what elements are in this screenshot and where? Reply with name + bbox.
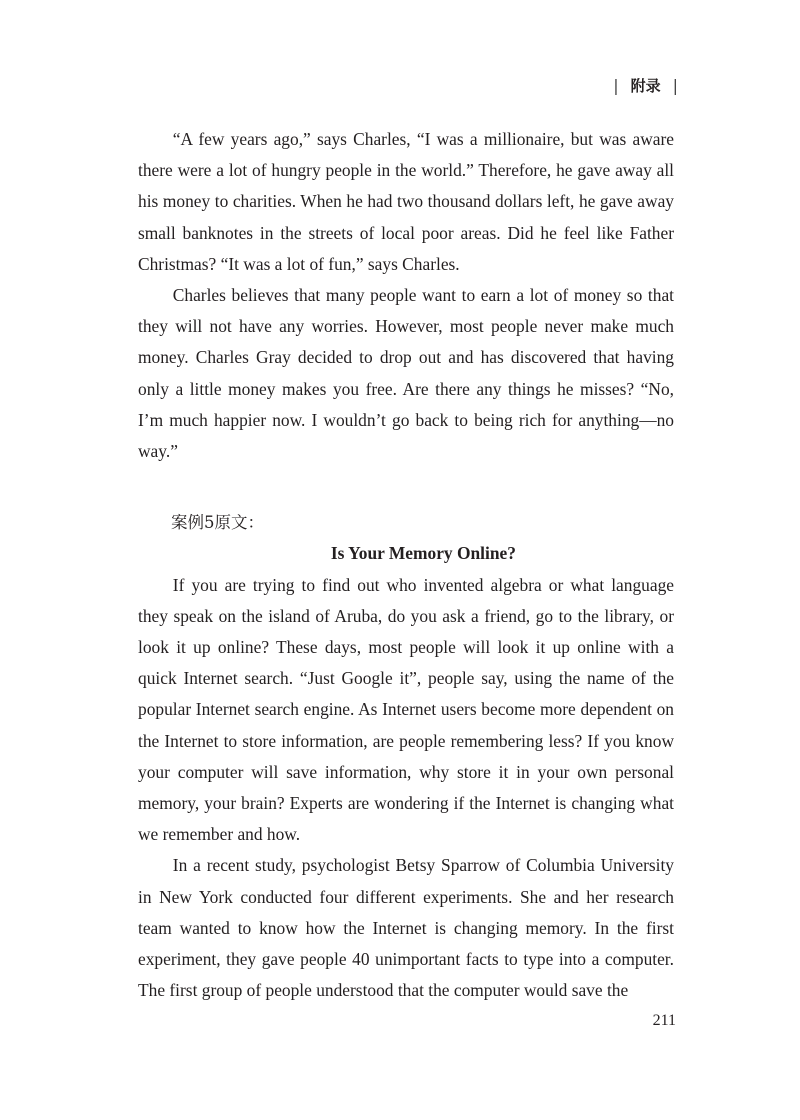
- page-body: [138, 124, 674, 1006]
- paragraph: “A few years ago,” says Charles, “I was a millionaire, but was aware there were a lot of hungry people in the world.” Therefore, he gave away all his money to charities. When he had two thousand dollars left, he gave away small banknotes in the streets of local poor areas. Did he feel like Father Christmas? “It was a lot of fun,” says Charles.: [138, 129, 674, 274]
- paragraph: If you are trying to find out who invented algebra or what language they speak on the island of Aruba, do you ask a friend, go to the library, or look it up online? These days, most people will look it up online with a quick Internet search. “Just Google it”, people say, using the name of the popular Internet search engine. As Internet users become more dependent on the Internet to store information, are people remembering less? If you know your computer will save information, why store it in your own personal memory, your brain? Experts are wondering if the Internet is changing what we remember and how.: [138, 574, 674, 845]
- paragraph: Charles believes that many people want to earn a lot of money so that they will not have any worries. However, most people never make much money. Charles Gray decided to drop out and has discovered that having only a little money makes you free. Are there any things he misses? “No, I’m much happier now. I wouldn’t go back to being rich for anything—no way.”: [138, 285, 674, 462]
- running-head-right-bar: |: [672, 76, 678, 95]
- article-title: Is Your Memory Online?: [330, 543, 516, 564]
- section-gap: [138, 467, 674, 507]
- running-head-title: 附录: [630, 77, 661, 95]
- paragraph: In a recent study, psychologist Betsy Sparrow of Columbia University in New York conducted four different experiments. She and her research team wanted to know how the Internet is changing memory. In the first experiment, they gave people 40 unimportant facts to type into a computer. The first group of people understood that the computer would save the: [138, 855, 674, 1001]
- page-number: 211: [652, 1012, 676, 1029]
- running-head: [613, 75, 678, 96]
- case-label: 案例5原文：: [171, 513, 264, 533]
- running-head-left-bar: |: [613, 76, 619, 95]
